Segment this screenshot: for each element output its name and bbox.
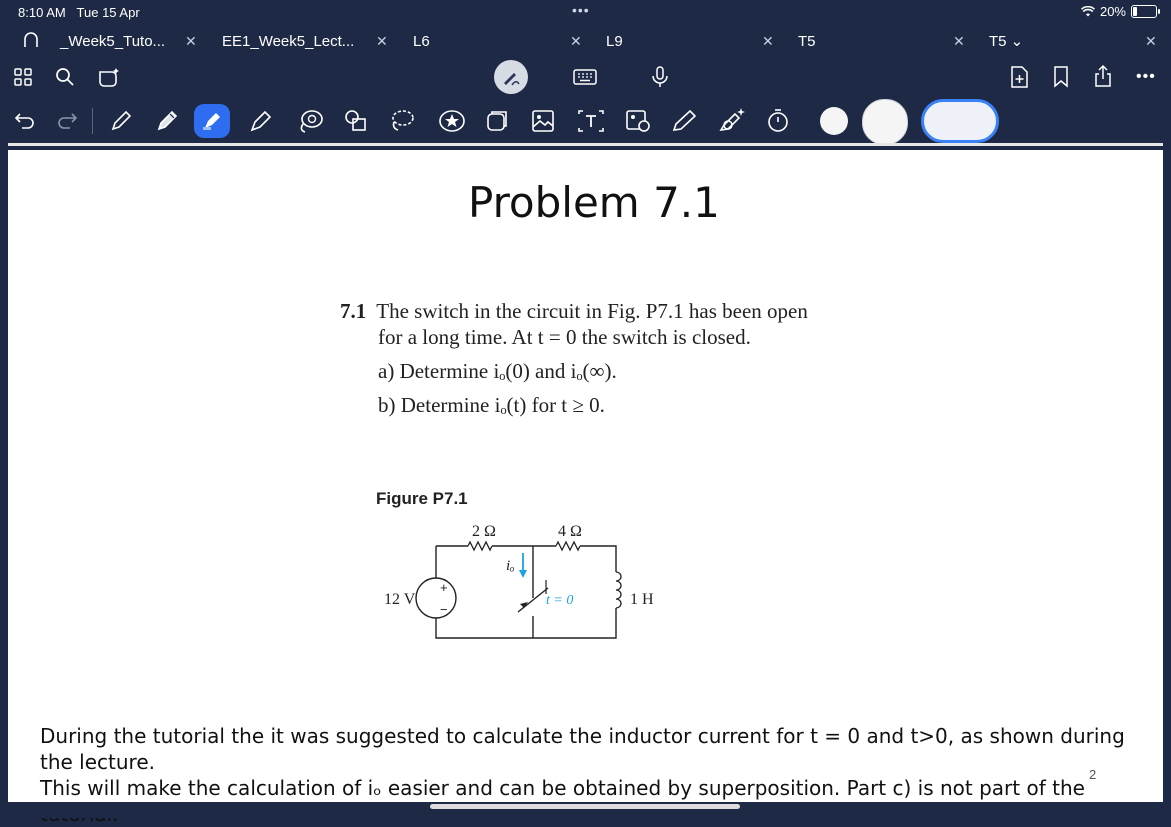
resistor-2-ohm <box>468 542 492 550</box>
search-icon[interactable] <box>55 67 75 87</box>
figure-label: Figure P7.1 <box>376 489 468 508</box>
highlighter-selected-icon[interactable] <box>194 104 230 138</box>
undo-icon[interactable] <box>14 110 36 130</box>
keyboard-icon[interactable] <box>573 68 597 86</box>
close-icon[interactable]: ✕ <box>376 32 388 49</box>
lasso-select-icon[interactable] <box>388 108 416 134</box>
close-icon[interactable]: ✕ <box>762 32 774 49</box>
tab-label: _Week5_Tuto... <box>60 32 166 50</box>
add-page-icon[interactable] <box>1009 66 1029 88</box>
inductor <box>616 572 621 608</box>
color-swatch-white-large[interactable] <box>862 99 908 145</box>
page-top-line <box>8 143 1163 146</box>
label-current: iₒ <box>506 558 515 574</box>
label-plus: + <box>440 580 448 595</box>
bookmark-icon[interactable] <box>1053 66 1069 88</box>
tab-label: T5 ⌄ <box>989 33 1024 50</box>
voltage-source <box>416 578 456 618</box>
element-icon[interactable] <box>484 108 510 134</box>
problem-line-2: for a long time. At t = 0 the switch is closed. <box>378 325 751 349</box>
multitask-dots[interactable]: ••• <box>572 2 590 18</box>
toolbar-divider <box>92 108 93 134</box>
problem-statement <box>340 298 808 418</box>
tab-l6[interactable] <box>413 26 430 56</box>
tab-label: T5 <box>798 32 816 50</box>
share-icon[interactable] <box>1093 64 1113 88</box>
battery-icon <box>1131 5 1157 18</box>
page-title: Problem 7.1 <box>468 178 720 227</box>
page-number: 2 <box>1089 767 1097 782</box>
problem-part-b: b) Determine iₒ(t) for t ≥ 0. <box>378 393 605 417</box>
tab-l9[interactable] <box>606 26 623 56</box>
timer-icon[interactable] <box>766 108 790 134</box>
status-right <box>1081 4 1157 19</box>
label-minus: − <box>440 602 448 617</box>
image-icon[interactable] <box>530 108 556 134</box>
problem-part-a: a) Determine iₒ(0) and iₒ(∞). <box>378 359 617 383</box>
label-source: 12 V <box>384 591 416 608</box>
tab-bar <box>0 26 1171 56</box>
magic-wand-icon[interactable] <box>718 106 748 134</box>
note-line-1: During the tutorial the it was suggested to calculate the inductor current for t = 0 and t>0, as shown during the lecture. <box>40 724 1125 774</box>
problem-number: 7.1 <box>340 299 367 323</box>
tab-label: L9 <box>606 32 623 50</box>
tab-t5[interactable] <box>798 26 816 56</box>
close-icon[interactable]: ✕ <box>1145 32 1157 49</box>
tab-ee1-week5-lect[interactable] <box>222 26 354 56</box>
pen-mode-icon[interactable] <box>494 60 528 94</box>
top-toolbar <box>0 58 1171 96</box>
sticker-icon[interactable] <box>438 108 466 134</box>
tab-week5-tuto[interactable] <box>60 26 165 56</box>
pen-icon[interactable] <box>108 108 134 134</box>
circuit-diagram <box>368 520 688 650</box>
battery-percent: 20% <box>1099 4 1126 19</box>
microphone-icon[interactable] <box>651 66 669 88</box>
ai-sparkle-icon[interactable] <box>96 66 120 88</box>
lasso-icon[interactable] <box>296 108 324 134</box>
text-box-icon[interactable] <box>576 108 606 134</box>
problem-line-1: The switch in the circuit in Fig. P7.1 has been open <box>376 299 808 323</box>
tab-t5-active[interactable] <box>989 26 1023 56</box>
grid-icon[interactable] <box>14 68 32 86</box>
shapes-icon[interactable] <box>342 108 370 134</box>
camera-image-icon[interactable] <box>624 108 652 134</box>
label-r2: 4 Ω <box>558 523 582 540</box>
close-icon[interactable]: ✕ <box>953 32 965 49</box>
laser-pointer-icon[interactable] <box>670 108 698 134</box>
wifi-icon <box>1081 6 1095 17</box>
stroke-width-selected[interactable] <box>921 99 999 143</box>
note-line-2: This will make the calculation of iₒ easier and can be obtained by superposition. Part c) is not part of the <box>40 776 1085 800</box>
label-switch-time: t = 0 <box>546 593 574 608</box>
pencil-icon[interactable] <box>154 108 180 134</box>
redo-icon[interactable] <box>56 110 78 130</box>
color-swatch-white-small[interactable] <box>820 107 848 135</box>
close-icon[interactable]: ✕ <box>185 32 197 49</box>
tab-label: L6 <box>413 32 430 50</box>
fountain-pen-icon[interactable] <box>248 108 274 134</box>
document-page[interactable] <box>8 150 1163 802</box>
home-icon[interactable] <box>22 31 40 49</box>
label-inductor: 1 H <box>630 591 654 608</box>
tab-label: EE1_Week5_Lect... <box>222 32 355 50</box>
home-indicator[interactable] <box>430 804 740 809</box>
label-r1: 2 Ω <box>472 523 496 540</box>
resistor-4-ohm <box>556 542 580 550</box>
drawing-toolbar <box>0 98 1171 144</box>
close-icon[interactable]: ✕ <box>570 32 582 49</box>
more-icon[interactable]: ••• <box>1136 68 1156 85</box>
status-bar <box>0 0 1171 24</box>
status-time: 8:10 AM Tue 15 Apr <box>18 5 140 20</box>
